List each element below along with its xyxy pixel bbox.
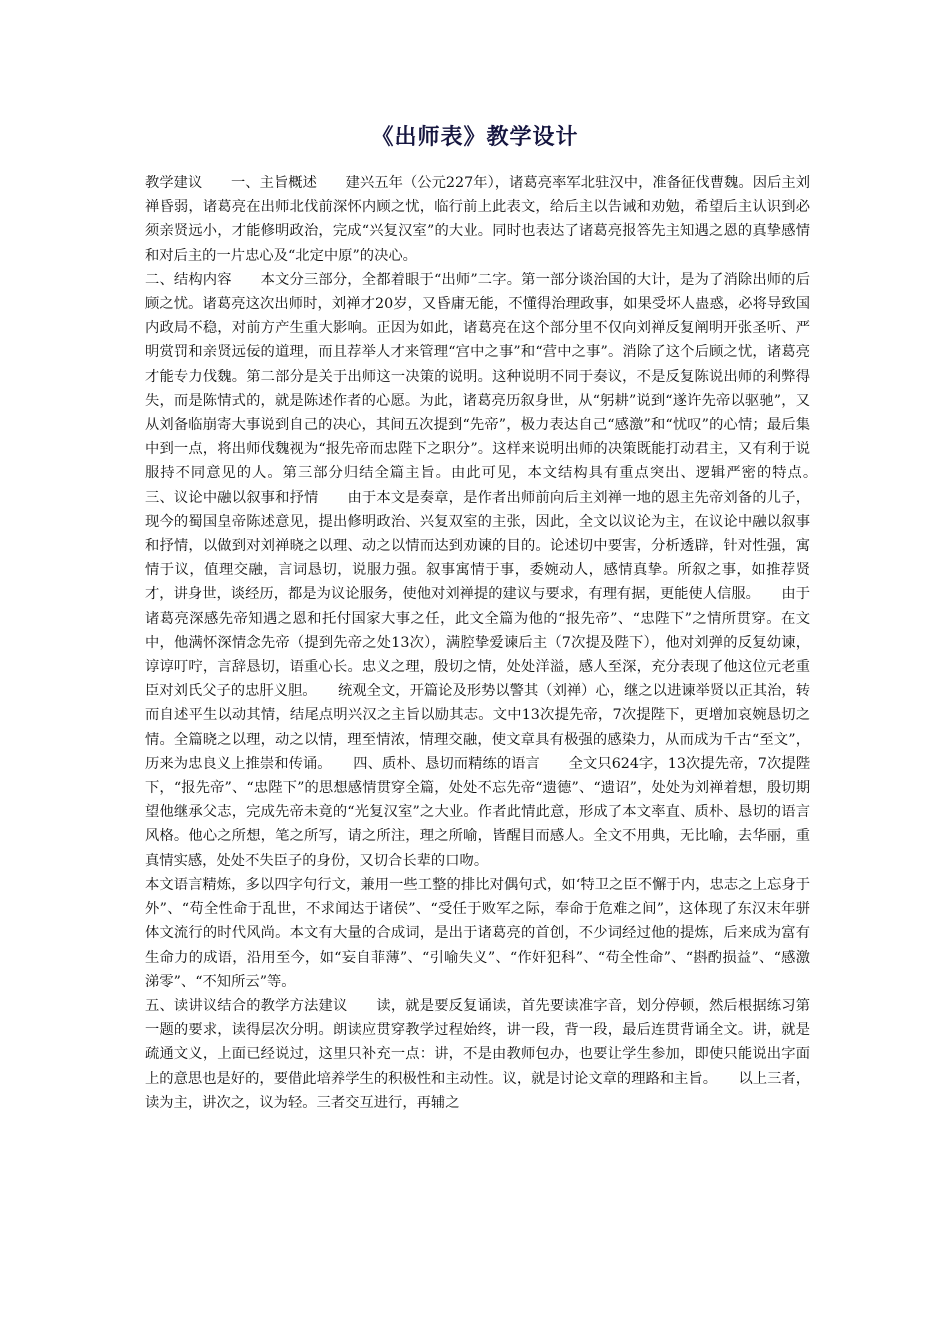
paragraph-teaching-suggestion: 教学建议 一、主旨概述 建兴五年（公元227年），诸葛亮率军北驻汉中，准备征伐曹魏。因后主刘禅昏弱，诸葛亮在出师北伐前深怀内顾之忧，临行前上此表文，给后主以告诫和劝勉，希望后主认识到必须亲贤远小，才能修明政治，完成“兴复汉室”的大业。同时也表达了诸葛亮报答先主知遇之恩的真挚感情和对后主的一片忠心及“北定中原”的决心。 xyxy=(145,175,810,264)
paragraph-teaching-method: 五、读讲议结合的教学方法建议 读，就是要反复诵读，首先要读准字音，划分停顿，然后根据练习第一题的要求，读得层次分明。朗读应贯穿教学过程始终，讲一段，背一段，最后连贯背诵全文。讲，就是疏通文义，上面已经说过，这里只补充一点：讲，不是由教师包办，也要让学生参加，即使只能说出字面上的意思也是好的，要借此培养学生的积极性和主动性。议，就是讨论文章的理路和主旨。 以上三者，读为主，讲次之，议为轻。三者交互进行，再辅之 xyxy=(145,997,810,1111)
paragraph-language-features: 本文语言精炼，多以四字句行文，兼用一些工整的排比对偶句式，如‘特卫之臣不懈于内，忠志之上忘身于外”、“苟全性命于乱世，不求闻达于诸侯”、“受任于败军之际，奉命于危难之间”，这体现了东汉末年骈体文流行的时代风尚。本文有大量的合成词，是出于诸葛亮的首创，不少词经过他的提炼，后来成为富有生命力的成语，沿用至今，如“妄自菲薄”、“引喻失义”、“作奸犯科”、“苟全性命”、“斟酌损益”、“感激涕零”、“不知所云”等。 xyxy=(145,876,810,990)
document-body xyxy=(145,171,839,1115)
paragraph-structure-content: 二、结构内容 本文分三部分，全都着眼于“出师”二字。第一部分谈治国的大计，是为了消除出师的后顾之忧。诸葛亮这次出师时，刘禅才20岁，又昏庸无能，不懂得治理政事，如果受坏人蛊惑，必将导致国内政局不稳，对前方产生重大影响。正因为如此，诸葛亮在这个部分里不仅向刘禅反复阐明开张圣听、严明赏罚和亲贤远佞的道理，而且荐举人才来管理“宫中之事”和“营中之事”。消除了这个后顾之忧，诸葛亮才能专力伐魏。第二部分是关于出师这一决策的说明。这种说明不同于奏议，不是反复陈说出师的利弊得失，而是陈情式的，就是陈述作者的心愿。为此，诸葛亮历叙身世，从“躬耕”说到“遂许先帝以驱驰”，又从刘备临崩寄大事说到自己的决心，其间五次提到“先帝”，极力表达自己“感激”和“忧叹”的心情；最后集中到一点，将出师伐魏视为“报先帝而忠陛下之职分”。这样来说明出师的决策既能打动君主，又有利于说服持不同意见的人。第三部分归结全篇主旨。由此可见，本文结构具有重点突出、逻辑严密的特点。 三、议论中融以叙事和抒情 由于本文是奏章，是作者出师前向后主刘禅一地的恩主先帝刘备的儿子，现今的蜀国皇帝陈述意见，提出修明政治、兴复双室的主张，因此，全文以议论为主，在议论中融以叙事和抒情，以做到对刘禅晓之以理、动之以情而达到劝谏的目的。论述切中要害，分析透辟，针对性强，寓情于议，值理交融，言词恳切，说服力强。叙事寓情于事，委婉动人，感情真挚。所叙之事，如推荐贤才，讲身世，谈经历，都是为议论服务，使他对刘禅提的建议与要求，有理有据，更能使人信服。 由于诸葛亮深感先帝知遇之恩和托付国家大事之任，此文全篇为他的“报先帝”、“忠陛下”之情所贯穿。在文中，他满怀深情念先帝（提到先帝之处13次），满腔挚爱谏后主（7次提及陛下），他对刘弹的反复幼谏，谆谆叮咛，言辞恳切，语重心长。忠义之理，殷切之情，处处洋溢，感人至深，充分表现了他这位元老重臣对刘氏父子的忠肝义胆。 统观全文，开篇论及形势以警其（刘禅）心，继之以进谏举贤以正其治，转而自述平生以动其情，结尾点明兴汉之主旨以励其志。文中13次提先帝，7次提陛下，更增加哀婉恳切之情。全篇晓之以理，动之以情，理至情浓，情理交融，使文章具有极强的感染力，从而成为千古“至文”，历来为忠良义上推崇和传诵。 四、质朴、恳切而精练的语言 全文只624字，13次提先帝，7次提陛下，“报先帝”、“忠陛下”的思想感情贯穿全篇，处处不忘先帝“遗德”、“遗诏”，处处为刘禅着想，殷切期望他继承父志，完成先帝未竟的“光复汉室”之大业。作者此情此意，形成了本文率直、质朴、恳切的语言风格。他心之所想，笔之所写，请之所注，理之所喻，皆醒目而感人。全文不用典，无比喻，去华丽，重真情实感，处处不失臣子的身份，又切合长辈的口吻。 xyxy=(145,271,839,869)
document-title: 《出师表》教学设计 xyxy=(371,125,579,150)
